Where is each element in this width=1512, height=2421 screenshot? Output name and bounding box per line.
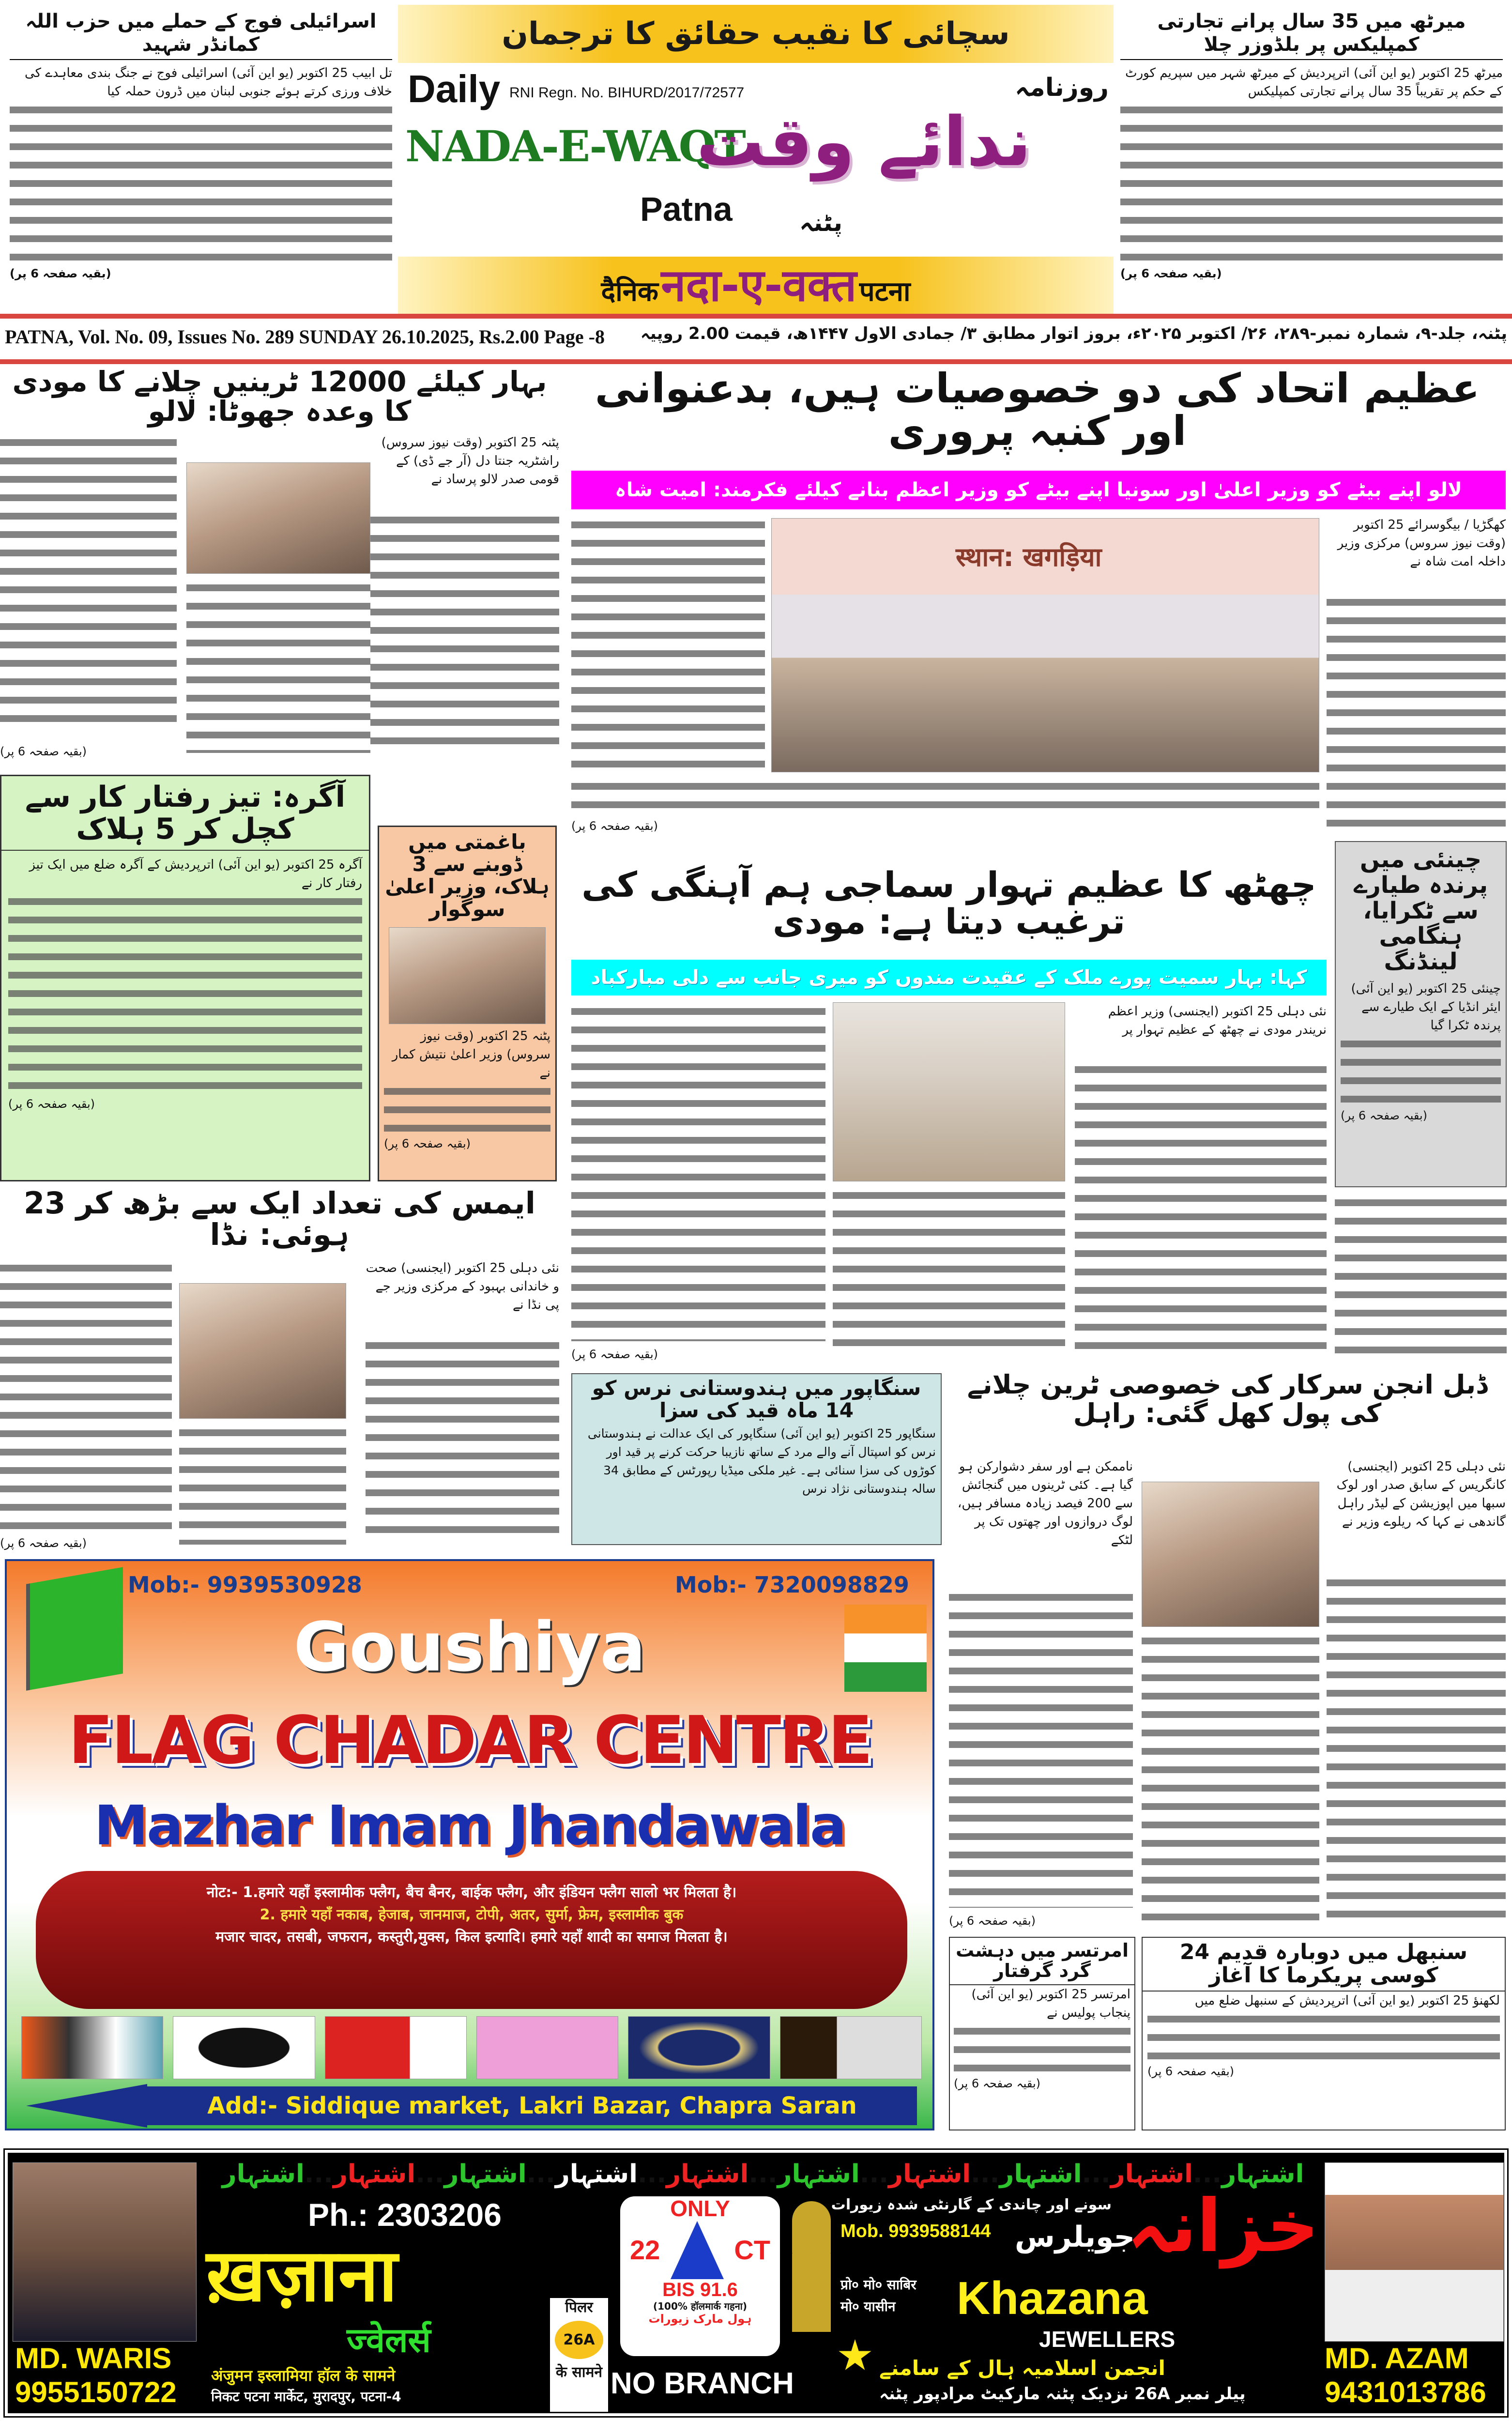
right-phone: 9431013786 — [1325, 2376, 1486, 2408]
name-english: NADA-E-WAQT — [405, 121, 745, 171]
hindi-prefix: दैनिक — [601, 276, 658, 307]
amit-shah-subhead: لالو اپنے بیٹے کو وزیر اعلیٰ اور سونیا اپنے بیٹے کو وزیر اعظم بنانے کیلئے فکرمند: امیت شاہ — [571, 471, 1506, 509]
lead-text: میرٹھ 25 اکتوبر (یو این آئی) اترپردیش کے میرٹھ شہر میں سپریم کورٹ کے حکم پر تقریباً 35 سال پرانے تجارتی کمپلیکس — [1125, 66, 1503, 99]
lead-text: آگرہ 25 اکتوبر (یو این آئی) اترپردیش کے آگرہ ضلع میں ایک تیز رفتار کار نے — [29, 858, 362, 890]
banner-word: اشتہار — [1222, 2160, 1304, 2189]
body-text — [0, 1259, 172, 1530]
divider — [0, 359, 1512, 364]
aiims-headline: ایمس کی تعداد ایک سے بڑھ کر 23 ہوئی: نڈا — [24, 1185, 535, 1253]
note-3: मजार चादर, तसबी, जफरान, कस्तुरी,मुक्स, किल इत्यादि। हमारे यहाँ शादी का समाज मिलता है। — [215, 1929, 728, 1946]
lead-text: سنگاپور 25 اکتوبر (یو این آئی) سنگاپور کی ایک عدالت نے ہندوستانی نرس کو اسپتال آنے والے مرد کے ساتھ نازیبا حرکت کرنے پر قید اور کوڑوں کی سزا سنائی ہے۔ غیر ملکی میڈیا رپورٹس کے مطابق 34 سالہ ہندوستانی نژاد نرس — [587, 1426, 936, 1496]
product-images — [21, 2016, 922, 2079]
divider — [0, 314, 1512, 319]
goushiya-ad — [5, 1559, 934, 2130]
daily-label: Daily — [408, 67, 501, 110]
pillar-label: पिलर — [565, 2299, 593, 2316]
singapore-headline: سنگاپور میں ہندوستانی نرس کو 14 ماہ قید کی سزا — [592, 1376, 921, 1423]
body-text — [8, 892, 362, 1096]
surma-photo — [780, 2016, 922, 2079]
agra-headline: آگرہ: تیز رفتار کار سے کچل کر 5 ہلاک — [1, 776, 369, 851]
nadda-photo — [179, 1283, 346, 1419]
amit-shah-photo — [771, 518, 1319, 772]
continued-note: (بقیہ صفحہ 6 پر) — [949, 1914, 1036, 1928]
ad-title: Goushiya — [293, 1608, 646, 1687]
name-hindi: नदा-ए-वक्त — [661, 260, 857, 311]
hindi-address-1: अंजुमन इस्लामिया हॉल के सामने — [211, 2366, 396, 2385]
continued-note: (بقیہ صفحہ 6 پر) — [1120, 267, 1222, 280]
agra-box — [0, 775, 370, 1181]
bis-hallmark-badge — [620, 2196, 780, 2356]
sambhal-box — [1142, 1937, 1506, 2130]
continued-note: (بقیہ صفحہ 6 پر) — [8, 1097, 95, 1111]
city-hindi: पटना — [859, 276, 911, 307]
continued-note: (بقیہ صفحہ 6 پر) — [1147, 2064, 1235, 2078]
tagline: سچائی کا نقیب حقائق کا ترجمان — [398, 5, 1114, 63]
rahul-photo — [1142, 1482, 1319, 1627]
lead-text: لکھنؤ 25 اکتوبر (یو این آئی) اترپردیش کے سنبھل ضلع میں — [1194, 1993, 1500, 2008]
bis-triangle-icon — [620, 2221, 780, 2279]
lead-text: چینئی 25 اکتوبر (یو این آئی) ایئر انڈیا کے ایک طیارے سے پرندہ ٹکرا گیا — [1351, 981, 1501, 1033]
body-text — [1142, 1632, 1319, 1922]
main-headline: عظیم اتحاد کی دو خصوصیات ہیں، بدعنوانی اور کنبہ پروری — [595, 365, 1480, 455]
continued-note: (بقیہ صفحہ 6 پر) — [384, 1136, 471, 1150]
body-text — [1327, 1574, 1506, 1922]
bis-urdu: ہول مارک زیورات — [648, 2312, 752, 2326]
pillar-badge — [550, 2298, 608, 2412]
phone-number: Ph.: 2303206 — [308, 2197, 502, 2233]
banner-word: اشتہار — [555, 2160, 638, 2189]
bis-hindi: (100% हॉलमार्क गहना) — [653, 2300, 747, 2312]
khazana-urdu: خزانہ — [1127, 2184, 1319, 2268]
amit-shah-article — [571, 516, 1506, 835]
dateline-english: PATNA, Vol. No. 09, Issues No. 289 SUNDAY 26.10.2025, Rs.2.00 Page -8 — [5, 326, 605, 348]
lalu-headline: بہار کیلئے 12000 ٹرینیں چلانے کا مودی کا وعدہ جھوٹا: لالو — [12, 365, 547, 428]
lead-text: نئی دہلی 25 اکتوبر (ایجنسی) کانگریس کے سابق صدر اور لوک سبھا میں اپوزیشن کے لیڈر راہل گاندھی نے کہا کہ ریلوے وزیر نے — [1336, 1459, 1506, 1529]
city-english: Patna — [640, 190, 733, 228]
proprietor-2: मो० यासीन — [840, 2298, 896, 2314]
left-name: MD. WARIS — [15, 2342, 172, 2375]
photo-banner-text: स्थान: खगड़िया — [956, 542, 1102, 572]
aiims-article — [0, 1259, 559, 1554]
body-text — [1075, 1060, 1327, 1351]
khazana-ad — [5, 2150, 1507, 2416]
janamaz-photo — [628, 2016, 770, 2079]
body-text — [1120, 101, 1503, 265]
modi-photo — [833, 1002, 1065, 1181]
body-text — [1327, 593, 1506, 830]
body-text — [186, 579, 370, 753]
continued-note: (بقیہ صفحہ 6 پر) — [0, 745, 87, 758]
bis-ct: CT — [734, 2235, 770, 2266]
jewellers-english: JEWELLERS — [1039, 2327, 1176, 2352]
note-2: 2. हमारे यहाँ नकाब, हेजाब, जानमाज, टोपी, अतर, सुर्मा, फ्रेम, इस्लामीक बुक — [260, 1906, 684, 1923]
jewellers-hindi: ज्वेलर्स — [347, 2320, 431, 2360]
body-text — [366, 1336, 559, 1545]
urdu-address-1: انجمن اسلامیہ ہال کے سامنے — [879, 2356, 1165, 2380]
headline: اسرائیلی فوج کے حملے میں حزب اللہ کمانڈر شہید — [10, 10, 392, 60]
arrow-left-icon — [26, 2084, 147, 2128]
urdu-tagline: سونے اور چاندی کے گارنٹی شدہ زیورات — [831, 2196, 1112, 2213]
baghmati-box — [378, 826, 557, 1181]
md-azam-photo — [1325, 2162, 1504, 2342]
bird-hit-box — [1335, 841, 1507, 1187]
lead-text: پٹنہ 25 اکتوبر (وقت نیوز سروس) وزیر اعلیٰ نتیش کمار نے — [392, 1028, 550, 1080]
lead-text: امرتسر 25 اکتوبر (یو این آئی) پنجاب پولیس نے — [971, 1987, 1130, 2020]
body-text — [1341, 1035, 1501, 1107]
no-branch: NO BRANCH — [611, 2367, 794, 2400]
body-text — [954, 2022, 1130, 2075]
body-text — [571, 777, 1319, 814]
lead-text: ناممکن ہے اور سفر دشوارکن ہو گیا ہے۔ کئی ٹرینوں میں گنجائش سے 200 فیصد زیادہ مسافر ہیں، لوگ دروازوں اور چھتوں تک پر لٹکے — [957, 1459, 1133, 1548]
nitish-photo — [389, 927, 546, 1024]
attar-photo — [325, 2016, 467, 2079]
advertisement-banner: اشتہار...اشتہار...اشتہار...اشتہار...اشتہار...اشتہار...اشتہار...اشتہار...اشتہار...اشتہار — [222, 2160, 1304, 2189]
roznama-label: روزنامہ — [1015, 73, 1109, 102]
banner-word: اشتہار — [777, 2160, 860, 2189]
top-story-right — [1120, 10, 1503, 310]
lalu-article — [0, 433, 559, 770]
bis-only: ONLY — [670, 2196, 730, 2221]
lead-text: تل ابیب 25 اکتوبر (یو این آئی) اسرائیلی فوج نے جنگ بندی معاہدے کی خلاف ورزی کرتے ہوئے جنوبی لبنان میں ڈرون حملہ کیا — [25, 66, 392, 99]
khazana-hindi: ख़ज़ाना — [206, 2234, 397, 2318]
chhath-article — [571, 1002, 1327, 1361]
hijab-photo — [476, 2016, 618, 2079]
continued-note: (بقیہ صفحہ 6 پر) — [1341, 1108, 1428, 1122]
khazana-english: Khazana — [957, 2272, 1148, 2324]
lead-text: نئی دہلی 25 اکتوبر (ایجنسی) صحت و خاندانی بہبود کے مرکزی وزیر جے پی نڈا نے — [366, 1261, 559, 1312]
bis-22: 22 — [630, 2235, 660, 2266]
body-text — [0, 433, 177, 734]
hindi-strip — [398, 257, 1114, 315]
mosque-icon — [792, 2201, 831, 2332]
body-text — [370, 511, 559, 753]
name-urdu: ندائے وقت — [696, 103, 1031, 182]
banner-word: اشتہار — [666, 2160, 749, 2189]
caps-tasbih-photo — [21, 2016, 163, 2079]
city-urdu: پٹنہ — [799, 209, 842, 237]
amritsar-headline: امرتسر میں دہشت گرد گرفتار — [950, 1938, 1134, 1985]
banner-word: اشتہار — [999, 2160, 1082, 2189]
bird-hit-headline: چینئی میں پرندہ طیارے سے ٹکرایا، ہنگامی لینڈنگ — [1353, 846, 1488, 976]
mobile-number: Mob. 9939588144 — [840, 2221, 991, 2241]
continued-note: (بقیہ صفحہ 6 پر) — [954, 2076, 1041, 2090]
proprietor-1: प्रो० मो० साबिर — [840, 2277, 916, 2293]
lead-text: پٹنہ 25 اکتوبر (وقت نیوز سروس) راشٹریہ جنتا دل (آر جے ڈی) کے قومی صدر لالو پرساد نے — [381, 435, 559, 487]
banner-word: اشتہار — [333, 2160, 416, 2189]
rahul-article — [949, 1457, 1506, 1932]
body-text — [949, 1588, 1133, 1908]
bis-logo-icon — [671, 2221, 724, 2279]
left-phone: 9955150722 — [15, 2376, 177, 2408]
banner-word: اشتہار — [1110, 2160, 1193, 2189]
baghmati-headline: باغمتی میں ڈوبنے سے 3 ہلاک، وزیر اعلیٰ سوگوار — [385, 830, 550, 921]
body-text — [1147, 2010, 1500, 2063]
mobile-2: Mob:- 7320098829 — [675, 1572, 909, 1598]
singapore-box — [571, 1373, 942, 1545]
banner-word: اشتہار — [888, 2160, 971, 2189]
md-waris-photo — [13, 2162, 197, 2342]
niqab-photo — [173, 2016, 315, 2079]
continued-note: (بقیہ صفحہ 6 پر) — [10, 267, 111, 280]
lead-text: نئی دہلی 25 اکتوبر (ایجنسی) وزیر اعظم نریندر مودی نے چھٹھ کے عظیم تہوار پر — [1108, 1004, 1327, 1037]
notes-panel — [36, 1871, 907, 2009]
rahul-headline: ڈبل انجن سرکار کی خصوصی ٹرین چلانے کی پول کھل گئی: راہل — [967, 1369, 1488, 1429]
address-bar: Add:- Siddique market, Lakri Bazar, Chapra Saran — [147, 2086, 917, 2125]
starburst-icon — [838, 2339, 872, 2373]
continued-note: (بقیہ صفحہ 6 پر) — [0, 1536, 87, 1550]
chhath-headline: چھٹھ کا عظیم تہوار سماجی ہم آہنگی کی ترغیب دیتا ہے: مودی — [581, 864, 1316, 942]
continued-note: (بقیہ صفحہ 6 پر) — [571, 1348, 658, 1361]
body-text — [571, 1002, 825, 1341]
masthead-logo — [398, 5, 1114, 315]
banner-word: اشتہار — [444, 2160, 527, 2189]
top-story-left — [10, 10, 392, 310]
sambhal-headline: سنبھل میں دوبارہ قدیم 24 کوسی پریکرما کا آغاز — [1143, 1938, 1505, 1992]
body-text — [384, 1082, 550, 1135]
banner-word: اشتہار — [222, 2160, 305, 2189]
note-1: नोट:- 1.हमारे यहाँ इस्लामीक फ्लैग, बैच बैनर, बाईक फ्लैग, और इंडियन फ्लैग सालो भर मिलता है। — [206, 1884, 737, 1901]
lalu-photo — [186, 462, 370, 574]
body-text — [833, 1186, 1065, 1351]
body-text — [10, 101, 392, 265]
mobile-1: Mob:- 9939530928 — [128, 1572, 362, 1598]
pillar-label: के सामने — [555, 2364, 603, 2381]
owner-name: Mazhar Imam Jhandawala — [94, 1794, 845, 1857]
pillar-number: 26A — [555, 2321, 603, 2359]
dateline-urdu: پٹنہ، جلد-۹، شمارہ نمبر-۲۸۹، ۲۶/ اکتوبر ۲۰۲۵ء، بروز اتوار مطابق ۳/ جمادی الاول ۱۴۴۷ھ، قیمت 2.00 روپیہ — [640, 324, 1507, 343]
body-text — [571, 516, 765, 772]
bis-label: BIS 91.6 — [662, 2279, 738, 2300]
lead-text: کھگڑیا / بیگوسرائے 25 اکتوبر (وقت نیوز سروس) مرکزی وزیر داخلہ امت شاہ نے — [1337, 518, 1506, 569]
continued-note: (بقیہ صفحہ 6 پر) — [571, 819, 658, 833]
body-text — [1335, 1194, 1507, 1358]
hindi-address-2: निकट पटना मार्केट, मुरादपुर, पटना-4 — [211, 2389, 401, 2405]
headline: میرٹھ میں 35 سال پرانے تجارتی کمپلیکس پر بلڈوزر چلا — [1120, 10, 1503, 60]
business-name: FLAG CHADAR CENTRE — [68, 1702, 871, 1779]
urdu-address-2: پیلر نمبر 26A نزدیک پٹنہ مارکیٹ مرادپور پٹنہ — [879, 2384, 1246, 2404]
amritsar-box — [949, 1937, 1135, 2130]
rni-number: RNI Regn. No. BIHURD/2017/72577 — [509, 85, 745, 101]
jewellers-urdu: جویلرس — [1015, 2220, 1135, 2254]
chhath-subhead: کہا: بہار سمیت پورے ملک کے عقیدت مندوں کو میری جانب سے دلی مبارکباد — [571, 960, 1327, 996]
right-name: MD. AZAM — [1325, 2342, 1469, 2375]
body-text — [179, 1424, 346, 1545]
